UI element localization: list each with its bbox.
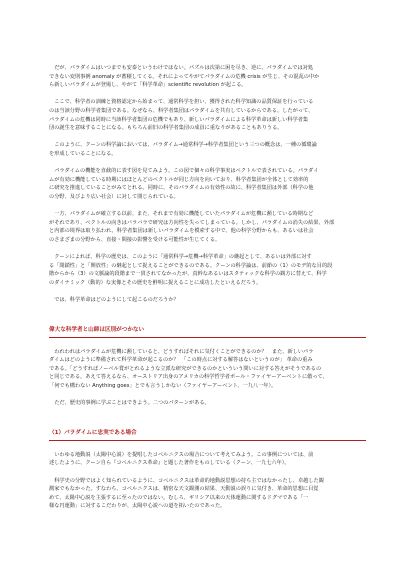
heading-underline xyxy=(49,337,366,338)
paragraph: 科学史の分野ではよく知られているように、コペルニクスは革命的地動説思想の持ち主ではなかったし、卓越した観 測家でもなかった。すなわち、コペルニクスは、精密な天文観測の結果、天動説の誤りに気付き、革命的思想に目覚 めて、太陽中心説を主張するに至ったのではない。むしろ、ギリシア以来の天体運動に関するドグマである「一 様な円運動」に対するこだわりが、太陽中心説への道を拓いたのであった。 xyxy=(49,477,324,510)
paragraph: パラダイムの機能を直截的に表す図を見てみよう。この図で個々の科学事実はベクトルで表されている。パラダイ ムが有効に機能している時期にはほとんどのベクトルが同じ方向を向いており、科学者集団が全体として効率的 に研究を推進していることがみてとれる。同時に、そのパラダイムの有効性の故に、科学者集団は外部（科学の他 の分野、及びより広い社会）に対して閉じられている。 xyxy=(49,168,319,200)
paragraph: ここで、科学者の訓練と資格認定から始まって、通常科学を担い、獲得された科学知識の品質保証を行っている のは当該分野の科学者集団である。なぜなら、科学者集団はパラダイムを共有しているからである。したがって、 パラダイムの危機は同時に当該科学者集団の危機でもあり、新しいパラダイムによる科学革命は新しい科学者集 団の誕生を意味することになる。もちろん前旧の科学者集団の成員に重なりがあることもありうる。 xyxy=(49,99,314,132)
paragraph: クーンによれば、科学の歴史は、このように「通常科学→危機→科学革命」の継起として、あるいは外部に対す る「閉鎖性」と「開放性」の継起として捉えることができるのである。クーンの科学論は、前節の（1）のモデ的な目的段 階からから（3）の文脈論的段階まで一貫されてなかったが、真幹なあるいはスタティックな科学の観方に替えて、科学 のダイナミック（動的）な実像とその歴史を鮮明に捉えることに成功したといえるだろう。 xyxy=(49,254,333,286)
paragraph: いわゆる地動説（太陽中心説）を提唱したコペルニクスの場合について考えてみよう。この事例については、前 述したように、クーン自ら『コペルニクス革命』と題した著作をものしている（クーン、一九七六年）。 xyxy=(49,451,314,467)
paragraph: われわれはパラダイムが危機に瀕していると、どうすればそれに気付くことができるのか？ また、新しいパラ ダイムはどのように準備されて科学革命が起こるのか？ 「この時点に対する解答はないというのが」 革命の重み である。「どうすればノーベル賞がとれるような立派な研究ができるのかといういう問いに対する答えがそうであるの と同じである。あえて答えるなら、オーストリア出身のアメリカの科学哲学者ポール・ファイヤーアーベントに倣って、 「何でも構わない Anything goes」とでも言うしかない（ファイヤーアーベント、一九八一年）。 xyxy=(49,348,328,389)
section-heading: 偉大な科学者と山師は区別がつかない xyxy=(49,326,145,333)
paragraph: ただ、歴史的事例に学ぶことはできよう。二つのパターンがある。 xyxy=(49,400,210,407)
paragraph: 一方、パラダイムが確立する以前、また、それまで有効に機能していたパラダイムが危機に瀕している時期など がそれであり、ベクトルの向きはバラバラで研究は方向性を失ってしまっている。しかし、パラダイムの消失の結果、外部 と内部の境界は取り払われ、科学者集団は新しいパラダイムを模索する中で、他の科学分野からも、あるいは社会 のさまざまの分野から、直接・間接の影響を受ける可能性が生じてくる。 xyxy=(49,211,335,243)
paragraph: では、科学革命はどのようにして起こるのだろうか？ xyxy=(49,297,179,304)
paragraph: このように、クーンの科学論においては、パラダイム→通常科学→科学者集団という三つの概念は、一種の循環論 を形成していることになる。 xyxy=(49,142,317,157)
subsection-heading: （1）パラダイムに忠実である場合 xyxy=(49,429,137,436)
paragraph: だが、パラダイムはいつまでも安泰というわけではない。パズルは次第に困を尽き、逆に、パラダイムでは対処 できない変則事例 anomaly が蓄積してくる。それによってやがてパラダイムの危機 crisis が生じ、その混乱の中か ら新しいパラダイムが登場し、やがて「科学革命」scientific revolution が起こる。 xyxy=(49,65,320,89)
heading-underline xyxy=(49,440,366,441)
